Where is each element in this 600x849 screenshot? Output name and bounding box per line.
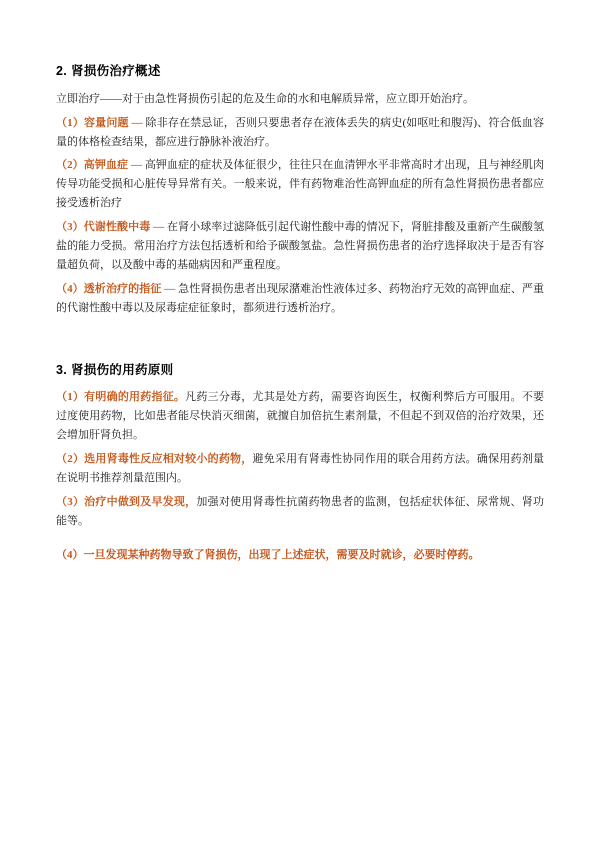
- paragraph-label: （4）一旦发现某种药物导致了肾损伤，出现了上述症状，需要及时就诊，必要时停药。: [56, 548, 480, 561]
- paragraph-dash: —: [128, 159, 145, 172]
- paragraph-text: 加强对使用肾毒性抗菌药物患者的监测，包括症状体征、尿常规、肾功能等。: [56, 496, 545, 527]
- section-2-paragraph-1: [56, 114, 544, 152]
- section-3-number: 3.: [56, 362, 68, 377]
- section-3-title: 肾损伤的用药原则: [71, 362, 174, 377]
- paragraph-gap: [56, 536, 544, 546]
- section-2-title: 肾损伤治疗概述: [71, 64, 161, 78]
- paragraph-label: （2）选用肾毒性反应相对较小的药物，: [56, 453, 253, 466]
- paragraph-text: 凡药三分毒，尤其是处方药，需要咨询医生，权衡利弊后方可服用。不要过度使用药物，比如患者能尽快消灭细菌，就擅自加倍抗生素剂量，不但起不到双倍的治疗效果，还会增加肝肾负担。: [56, 391, 545, 442]
- section-3-paragraph-2: [56, 493, 544, 531]
- paragraph-label: （1）容量问题: [56, 116, 129, 129]
- section-2-heading: [56, 62, 544, 81]
- paragraph-label: （3）代谢性酸中毒: [56, 221, 151, 234]
- section-2-paragraph-2: [56, 156, 544, 213]
- paragraph-text: 在肾小球率过滤降低引起代谢性酸中毒的情况下，肾脏排酸及重新产生碳酸氢盐的能力受损。常用治疗方法包括透析和给予碳酸氢盐。急性肾损伤患者的治疗选择取决于是否有容量超负荷，以及酸中毒的基础病因和严重程度。: [56, 221, 545, 271]
- section-2-paragraph-0: [56, 90, 544, 109]
- paragraph-text: 立即治疗——对于由急性肾损伤引起的危及生命的水和电解质异常，应立即开始治疗。: [56, 92, 474, 105]
- paragraph-label: （3）治疗中做到及早发现，: [56, 496, 197, 508]
- paragraph-dash: —: [128, 116, 146, 129]
- section-2-paragraph-4: [56, 280, 544, 318]
- section-spacer: [56, 323, 544, 361]
- section-2: [56, 62, 544, 318]
- paragraph-label: （4）透析治疗的指征: [56, 282, 162, 295]
- paragraph-label: （1）有明确的用药指征。: [56, 391, 186, 404]
- paragraph-dash: —: [150, 221, 168, 234]
- section-3-paragraph-1: [56, 450, 544, 488]
- section-2-paragraph-3: [56, 218, 544, 275]
- section-3-heading: [56, 361, 544, 380]
- paragraph-text: 除非存在禁忌证，否则只要患者存在液体丢失的病史(如呕吐和腹泻)、符合低血容量的体格检查结果，都应进行静脉补液治疗。: [56, 116, 545, 148]
- section-3: [56, 361, 544, 565]
- section-3-paragraph-0: [56, 388, 544, 445]
- section-3-paragraph-3: [56, 546, 544, 565]
- paragraph-label: （2）高钾血症: [56, 159, 129, 172]
- section-2-number: 2.: [56, 64, 68, 78]
- paragraph-text: 高钾血症的症状及体征很少，往往只在血清钾水平非常高时才出现，且与神经肌肉传导功能受损和心脏传导异常有关。一般来说，伴有药物难治性高钾血症的所有急性肾损伤患者都应接受透析治疗: [56, 159, 545, 210]
- paragraph-text: 急性肾损伤患者出现尿潴难治性液体过多、药物治疗无效的高钾血症、严重的代谢性酸中毒以及尿毒症症征象时，都须进行透析治疗。: [56, 282, 545, 314]
- paragraph-text: 避免采用有肾毒性协同作用的联合用药方法。确保用药剂量在说明书推荐剂量范围内。: [56, 453, 545, 485]
- paragraph-dash: —: [161, 282, 179, 295]
